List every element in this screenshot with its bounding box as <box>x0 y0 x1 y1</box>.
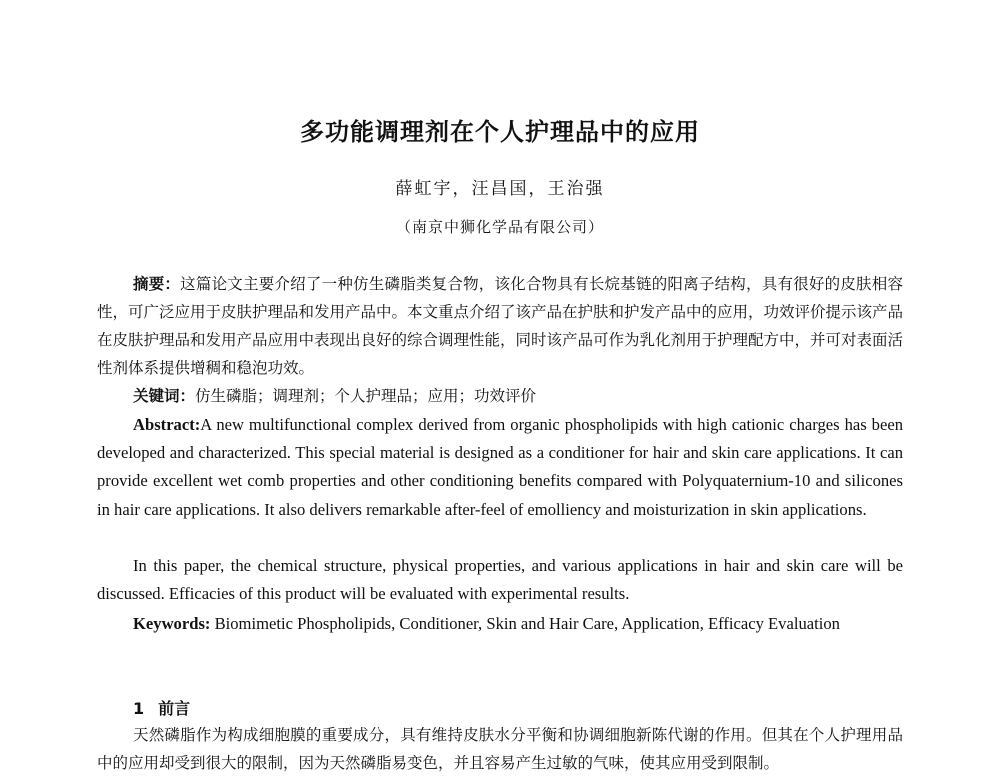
section-heading-introduction <box>133 696 190 719</box>
abstract-english-paragraph-2: In this paper, the chemical structure, physical properties, and various applications in hair and skin care will be discussed. Efficacies of this product will be evaluated with experimental results. <box>97 556 903 604</box>
section-number: 1 <box>133 699 145 718</box>
introduction-paragraph: 天然磷脂作为构成细胞膜的重要成分，具有维持皮肤水分平衡和协调细胞新陈代谢的作用。但其在个人护理用品中的应用却受到很大的限制，因为天然磷脂易变色，并且容易产生过敏的气味，使其应用受到限制。 <box>97 726 903 772</box>
abstract-english <box>97 411 903 524</box>
abstract-chinese-label: 摘要： <box>133 274 181 293</box>
keywords-english-text: Biomimetic Phospholipids, Conditioner, Skin and Hair Care, Application, Efficacy Evaluation <box>210 614 840 633</box>
keywords-chinese-text: 仿生磷脂；调理剂；个人护理品；应用；功效评价 <box>195 387 537 405</box>
keywords-english-label: Keywords: <box>133 614 211 633</box>
author-affiliation: （南京中狮化学品有限公司） <box>395 218 604 236</box>
author-list: 薛虹宇，汪昌国，王治强 <box>395 179 605 199</box>
paper-title: 多功能调理剂在个人护理品中的应用 <box>300 118 700 146</box>
keywords-chinese-label: 关键词： <box>133 386 196 405</box>
keywords-english <box>133 610 923 638</box>
section-title: 前言 <box>158 699 191 718</box>
abstract-english-label: Abstract: <box>133 415 201 434</box>
abstract-english-text: A new multifunctional complex derived from organic phospholipids with high cationic charges has been developed and characterized. This special material is designed as a conditioner for hair and skin care applications. It can provide excellent wet comb properties and other conditioning benefits compared with Polyquaternium-10 and silicones in hair care applications. It also delivers remarkable after-feel of emolliency and moisturization in skin applications. <box>97 415 903 519</box>
abstract-chinese-text: 这篇论文主要介绍了一种仿生磷脂类复合物，该化合物具有长烷基链的阳离子结构，具有很好的皮肤相容性，可广泛应用于皮肤护理品和发用产品中。本文重点介绍了该产品在护肤和护发产品中的应用，功效评价提示该产品在皮肤护理品和发用产品应用中表现出良好的综合调理性能，同时该产品可作为乳化剂用于护理配方中，并可对表面活性剂体系提供增稠和稳泡功效。 <box>97 275 904 377</box>
keywords-chinese <box>133 382 903 410</box>
abstract-chinese <box>97 270 903 382</box>
